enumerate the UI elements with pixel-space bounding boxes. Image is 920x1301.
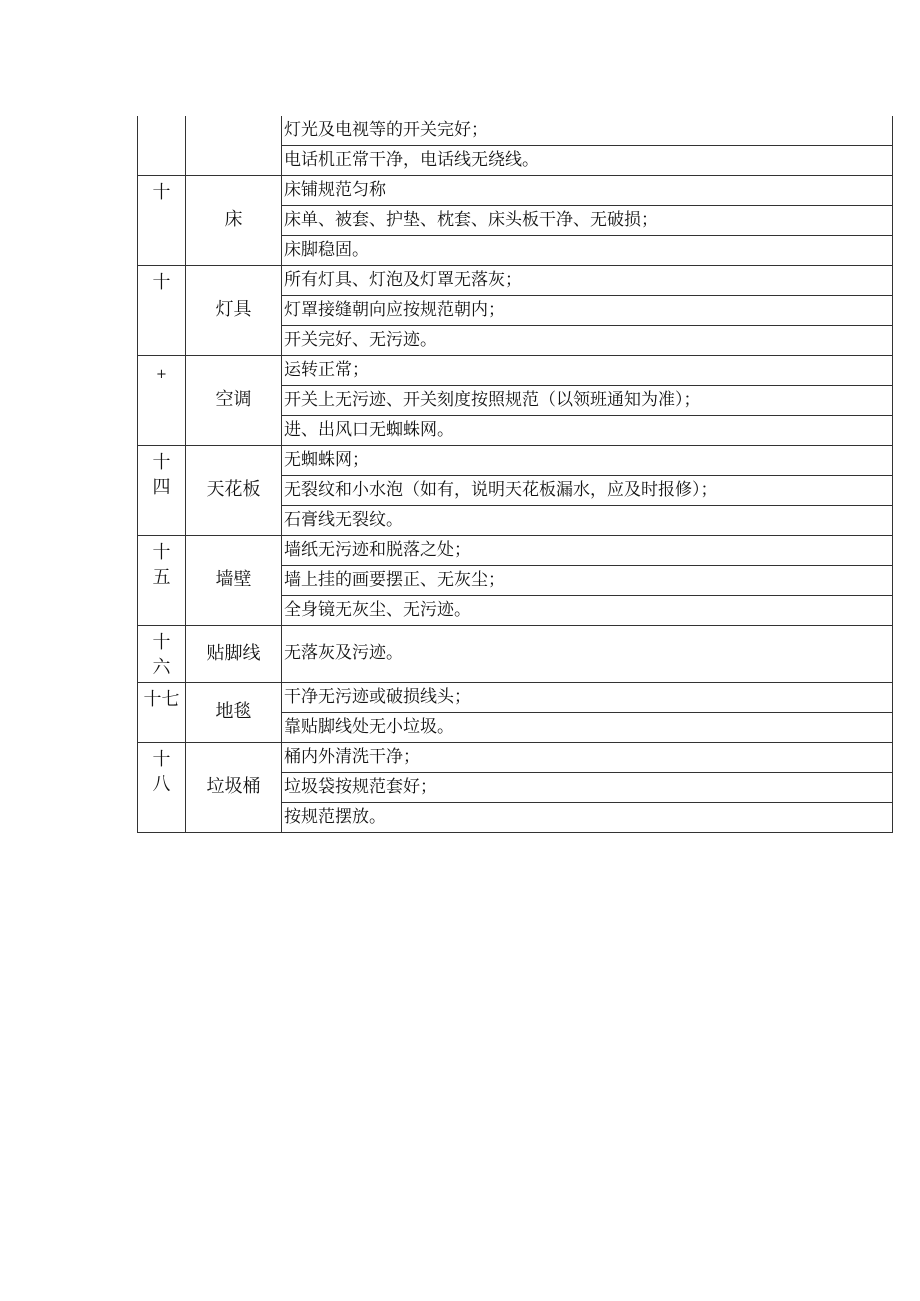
section-number-line: 十 xyxy=(152,542,171,563)
section-number-cell xyxy=(138,116,186,176)
requirement-cell: 床单、被套、护垫、枕套、床头板干净、无破损； xyxy=(282,206,893,236)
requirement-cell: 运转正常； xyxy=(282,356,893,386)
requirement-cell: 垃圾袋按规范套好； xyxy=(282,773,893,803)
section-item-cell: 墙壁 xyxy=(186,536,282,626)
requirement-cell: 所有灯具、灯泡及灯罩无落灰； xyxy=(282,266,893,296)
section-item-cell: 灯具 xyxy=(186,266,282,356)
section-item-cell xyxy=(186,116,282,176)
section-number-line: 六 xyxy=(152,657,171,679)
requirement-cell: 床脚稳固。 xyxy=(282,236,893,266)
requirement-cell: 墙上挂的画要摆正、无灰尘； xyxy=(282,566,893,596)
table-row xyxy=(138,176,893,206)
section-item-cell: 垃圾桶 xyxy=(186,743,282,833)
section-item-cell: 贴脚线 xyxy=(186,626,282,683)
table-row xyxy=(138,743,893,773)
requirement-cell: 电话机正常干净，电话线无绕线。 xyxy=(282,146,893,176)
requirement-cell: 桶内外清洗干净； xyxy=(282,743,893,773)
requirement-cell: 墙纸无污迹和脱落之处； xyxy=(282,536,893,566)
section-number-line: 十 xyxy=(152,632,171,653)
section-number-cell xyxy=(138,743,186,833)
requirement-cell: 进、出风口无蜘蛛网。 xyxy=(282,416,893,446)
table-row xyxy=(138,683,893,713)
section-item-cell: 天花板 xyxy=(186,446,282,536)
requirement-cell: 无落灰及污迹。 xyxy=(282,626,893,683)
section-number-line: 十 xyxy=(152,749,171,770)
section-number-cell: + xyxy=(138,356,186,446)
requirement-cell: 全身镜无灰尘、无污迹。 xyxy=(282,596,893,626)
table-row xyxy=(138,116,893,146)
requirement-cell: 灯光及电视等的开关完好； xyxy=(282,116,893,146)
section-item-cell: 空调 xyxy=(186,356,282,446)
requirement-cell: 床铺规范匀称 xyxy=(282,176,893,206)
section-number-cell xyxy=(138,446,186,536)
section-number-cell: 十七 xyxy=(138,683,186,743)
requirement-cell: 石膏线无裂纹。 xyxy=(282,506,893,536)
inspection-table xyxy=(137,116,893,833)
section-item-cell: 床 xyxy=(186,176,282,266)
requirement-cell: 开关上无污迹、开关刻度按照规范（以领班通知为准）； xyxy=(282,386,893,416)
table-row xyxy=(138,266,893,296)
requirement-cell: 无蜘蛛网； xyxy=(282,446,893,476)
section-number-line: 十 xyxy=(152,452,171,473)
table-row xyxy=(138,626,893,683)
section-number-cell xyxy=(138,626,186,683)
section-number-line: 五 xyxy=(152,567,171,589)
section-number-cell: 十 xyxy=(138,266,186,356)
requirement-cell: 靠贴脚线处无小垃圾。 xyxy=(282,713,893,743)
section-number-line: 八 xyxy=(152,774,171,796)
requirement-cell: 按规范摆放。 xyxy=(282,803,893,833)
section-number-line: 四 xyxy=(152,477,171,499)
requirement-cell: 灯罩接缝朝向应按规范朝内； xyxy=(282,296,893,326)
table-row xyxy=(138,356,893,386)
requirement-cell: 开关完好、无污迹。 xyxy=(282,326,893,356)
table-row xyxy=(138,446,893,476)
requirement-cell: 干净无污迹或破损线头； xyxy=(282,683,893,713)
section-number-cell xyxy=(138,536,186,626)
table-row xyxy=(138,536,893,566)
section-item-cell: 地毯 xyxy=(186,683,282,743)
requirement-cell: 无裂纹和小水泡（如有，说明天花板漏水，应及时报修）； xyxy=(282,476,893,506)
section-number-cell: 十 xyxy=(138,176,186,266)
